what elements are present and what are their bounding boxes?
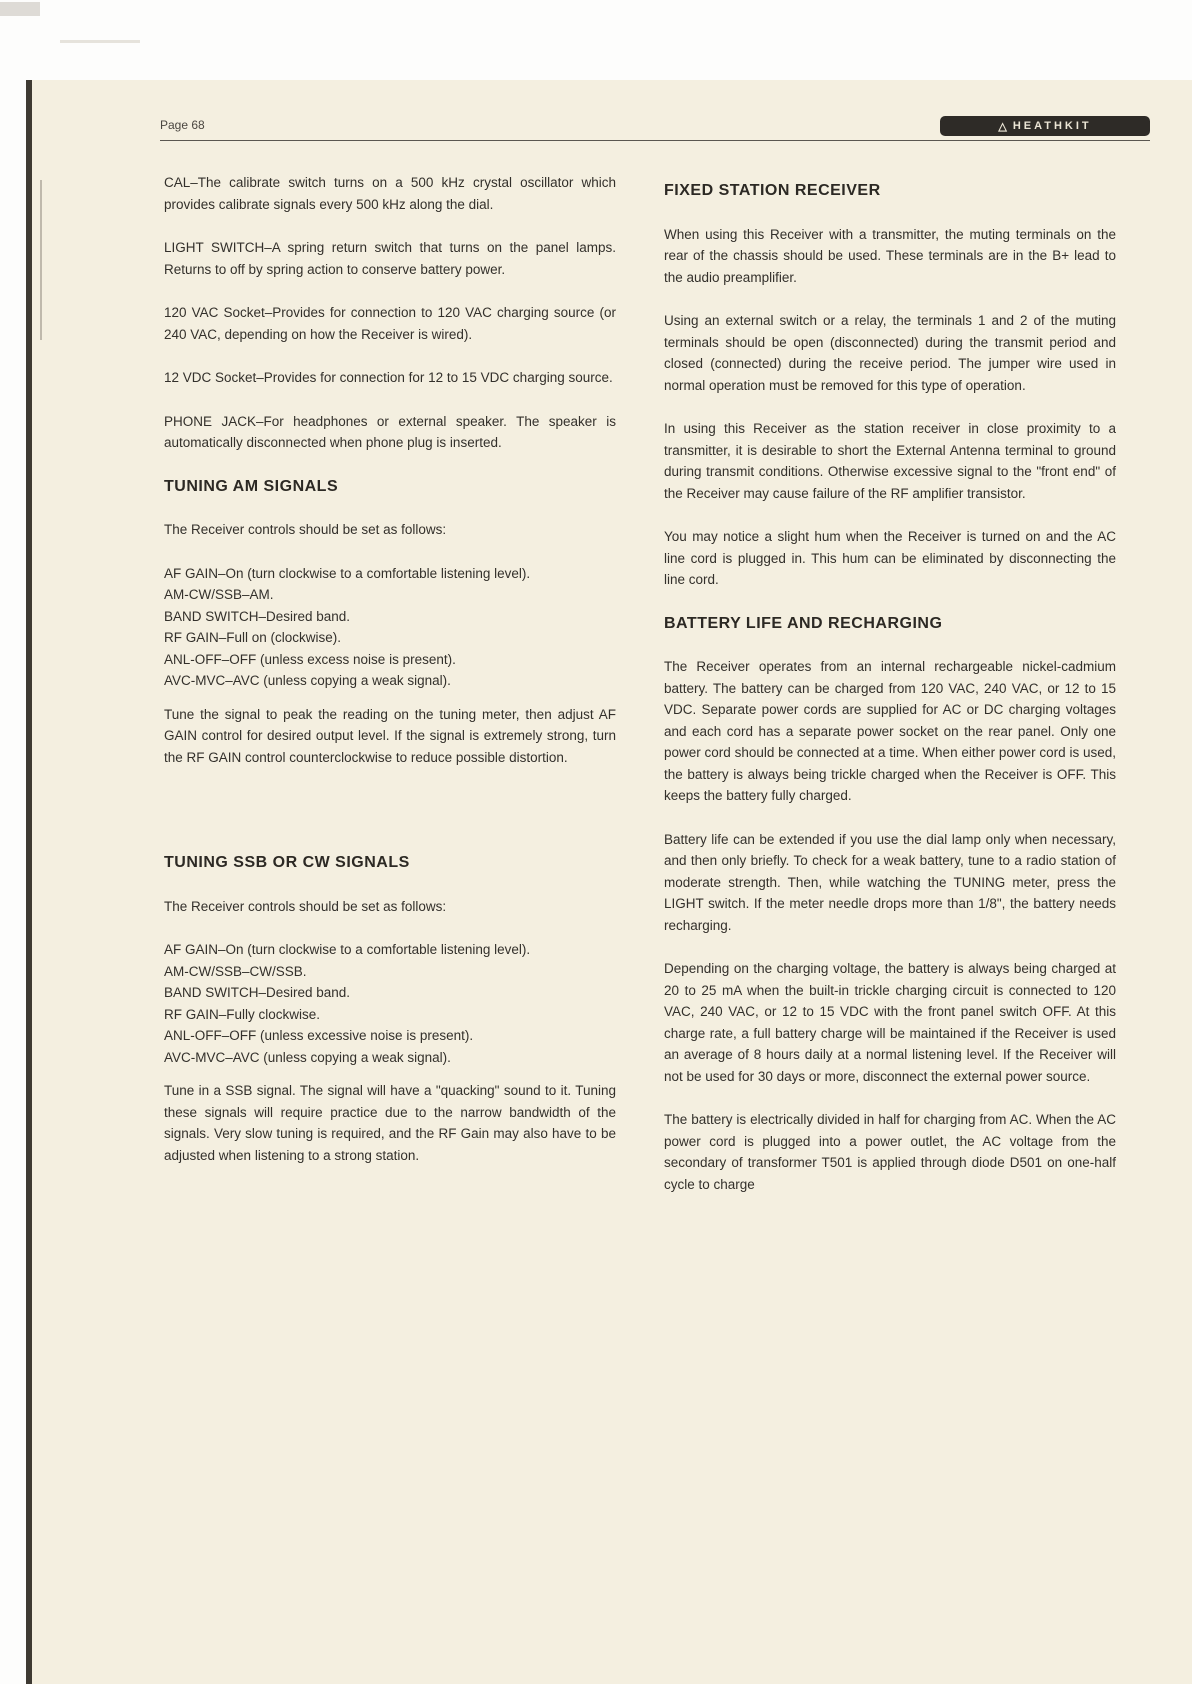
tuning-am-heading: TUNING AM SIGNALS [164, 477, 339, 495]
brand-name: HEATHKIT [1012, 120, 1092, 132]
light-switch-paragraph: LIGHT SWITCH–A spring return switch that turns on the panel lamps. Returns to off by spring action to conserve battery power. [164, 240, 616, 277]
fixed-station-paragraph: Using an external switch or a relay, the terminals 1 and 2 of the muting terminals should be open (disconnected) during the transmit period and closed (connected) during the receive period. The jumper wire used in normal operation must be removed for this type of operation. [664, 313, 1116, 393]
scan-edge-mark [60, 40, 140, 43]
list-item: AM-CW/SSB–CW/SSB. [164, 963, 307, 979]
tuning-am-body: Tune the signal to peak the reading on the tuning meter, then adjust AF GAIN control for desired output level. If the signal is extremely strong, turn the RF GAIN control counterclockwise to reduce possible distortion. [164, 706, 616, 765]
manual-page [26, 80, 1192, 1684]
list-item: RF GAIN–Fully clockwise. [164, 1006, 321, 1022]
list-item: ANL-OFF–OFF (unless excessive noise is present). [164, 1028, 474, 1043]
tuning-ssb-heading: TUNING SSB OR CW SIGNALS [164, 854, 410, 871]
scan-edge-mark [0, 2, 40, 16]
fixed-station-paragraph: When using this Receiver with a transmitter, the muting terminals on the rear of the chassis should be used. These terminals are in the B+ lead to the audio preamplifier. [664, 226, 1116, 285]
fixed-station-paragraph: In using this Receiver as the station receiver in close proximity to a transmitter, it is desirable to short the External Antenna terminal to ground during transmit conditions. Otherwise excessive signal to the "front end" of the Receiver may cause failure of the RF amplifier transistor. [664, 421, 1116, 501]
list-item: AF GAIN–On (turn clockwise to a comfortable listening level). [164, 565, 531, 581]
tuning-ssb-body: Tune in a SSB signal. The signal will have a "quacking" sound to it. Tuning these signals will require practice due to the narrow bandwidth of the signals. Very slow tuning is required, and the RF Gain may also have to be adjusted when listening to a strong station. [164, 1083, 616, 1163]
tuning-am-settings [164, 563, 616, 692]
tuning-ssb-settings [164, 939, 616, 1068]
battery-paragraph: Depending on the charging voltage, the battery is always being charged at 20 to 25 mA when the built-in trickle charging circuit is connected to 120 VAC, 240 VAC, or 12 to 15 VDC with the front panel switch OFF. At this charge rate, a full battery charge will be maintained if the Receiver is used an average of 8 hours daily at a normal listening level. If the Receiver will not be used for 30 days or more, disconnect the external power source. [664, 961, 1116, 1084]
page-number: Page 68 [160, 118, 205, 132]
list-item: BAND SWITCH–Desired band. [164, 608, 351, 624]
list-item: AF GAIN–On (turn clockwise to a comfortable listening level). [164, 942, 531, 957]
fixed-station-paragraph: You may notice a slight hum when the Receiver is turned on and the AC line cord is plugged in. This hum can be eliminated by disconnecting the line cord. [664, 529, 1116, 587]
heathkit-logo [940, 116, 1150, 136]
tuning-am-lead: The Receiver controls should be set as follows: [164, 522, 447, 537]
binding-shadow [40, 180, 42, 340]
battery-paragraph: Battery life can be extended if you use the dial lamp only when necessary, and then only briefly. To check for a weak battery, tune to a radio station of moderate strength. Then, while watching the TUNING meter, press the LIGHT switch. If the meter needle drops more than 1/8", the battery needs recharging. [664, 831, 1116, 933]
section-spacer [164, 790, 616, 848]
list-item: AVC-MVC–AVC (unless copying a weak signal). [164, 1049, 451, 1065]
phone-jack-paragraph: PHONE JACK–For headphones or external speaker. The speaker is automatically disconnected when phone plug is inserted. [164, 413, 616, 450]
fixed-station-heading: FIXED STATION RECEIVER [664, 182, 881, 199]
vac-socket-paragraph: 120 VAC Socket–Provides for connection to 120 VAC charging source (or 240 VAC, depending on how the Receiver is wired). [164, 305, 616, 342]
cal-paragraph: CAL–The calibrate switch turns on a 500 kHz crystal oscillator which provides calibrate signals every 500 kHz along the dial. [164, 175, 616, 212]
list-item: AM-CW/SSB–AM. [164, 587, 274, 602]
triangle-logo-icon: △ [998, 120, 1007, 133]
page-header [160, 112, 1150, 141]
list-item: RF GAIN–Full on (clockwise). [164, 630, 342, 645]
battery-heading: BATTERY LIFE AND RECHARGING [664, 614, 943, 632]
battery-paragraph: The Receiver operates from an internal rechargeable nickel-cadmium battery. The battery can be charged from 120 VAC, 240 VAC, or 12 to 15 VDC. Separate power cords are supplied for AC or DC charging voltages and each cord has a separate power socket on the rear panel. Only one power cord should be connected at a time. When either power cord is used, the battery is always being trickle charged when the Receiver is OFF. This keeps the battery fully charged. [664, 659, 1116, 803]
list-item: BAND SWITCH–Desired band. [164, 985, 351, 1000]
vdc-socket-paragraph: 12 VDC Socket–Provides for connection for 12 to 15 VDC charging source. [164, 370, 613, 385]
right-column [664, 172, 1116, 1217]
tuning-ssb-lead: The Receiver controls should be set as follows: [164, 898, 447, 914]
battery-paragraph: The battery is electrically divided in half for charging from AC. When the AC power cord is plugged into a power outlet, the AC voltage from the secondary of transformer T501 is applied through diode D501 on one-half cycle to charge [664, 1112, 1116, 1192]
list-item: AVC-MVC–AVC (unless copying a weak signal). [164, 673, 451, 688]
left-column [164, 172, 616, 1188]
list-item: ANL-OFF–OFF (unless excess noise is present). [164, 651, 456, 667]
